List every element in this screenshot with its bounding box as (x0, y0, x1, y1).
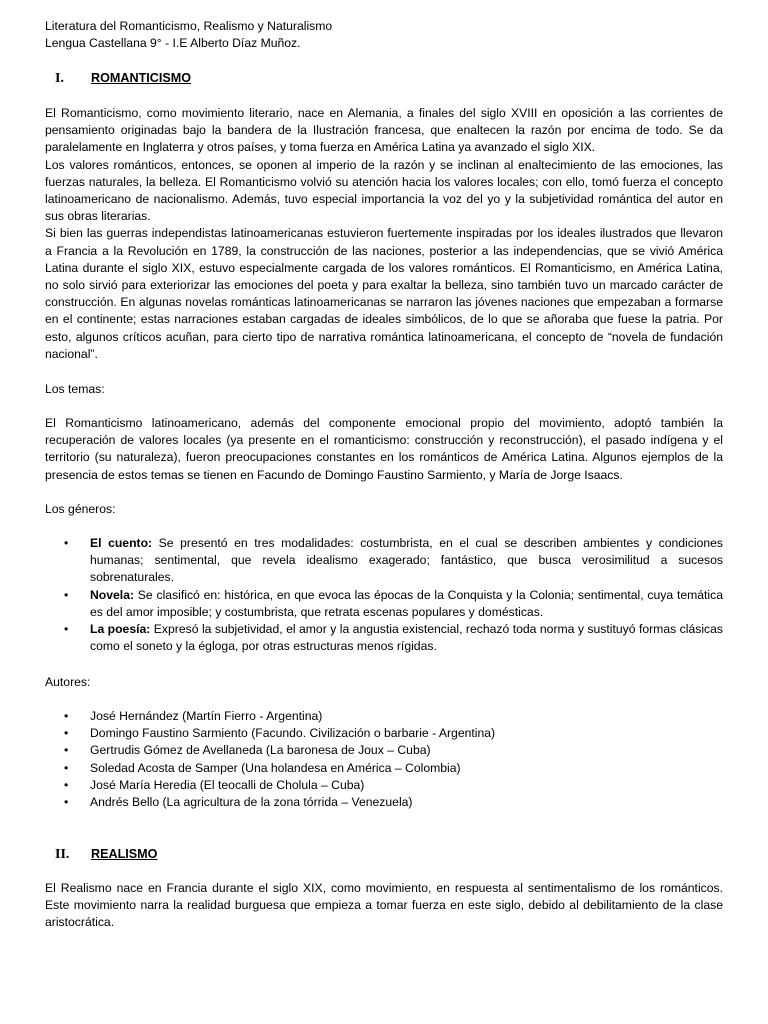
autores-heading: Autores: (45, 675, 91, 689)
paragraph: El Romanticismo latinoamericano, además del componente emocional propio del movimiento, adoptó también la recuperación de valores locales (ya presente en el romanticismo: construcción y reconstrucción), el pasado indígena y el territorio (su naturaleza), fueron preocupaciones constantes en los románticos de América Latina. Algunos ejemplos de la presencia de estos temas se tienen en Facundo de Domingo Faustino Sarmiento, y María de Jorge Isaacs. (45, 416, 723, 482)
genre-description: Se presentó en tres modalidades: costumbrista, en el cual se describen ambientes y condiciones humanas; sentimental, que revela idealismo exagerado; fantástico, que busca verosimilitud a sucesos sobrenaturales. (90, 536, 723, 585)
bullet-icon: • (64, 726, 69, 741)
bullet-icon: • (64, 795, 69, 810)
header-school-line: Lengua Castellana 9° - I.E Alberto Díaz Muñoz. (45, 36, 301, 51)
genre-term: La poesía: (90, 622, 151, 637)
genre-description: Se clasificó en: histórica, en que evoca las épocas de la Conquista y la Colonia; sentimental, cuya temática es del amor imposible; y costumbrista, que retrata escenas populares y domésticas. (90, 587, 723, 619)
author-entry: Domingo Faustino Sarmiento (Facundo. Civilización o barbarie - Argentina) (90, 726, 496, 741)
autores-list (45, 708, 723, 811)
header-course-title: Literatura del Romanticismo, Realismo y Naturalismo (45, 19, 333, 33)
section-number: II. (55, 847, 70, 862)
paragraph: El Romanticismo, como movimiento literario, nace en Alemania, a finales del siglo XVIII en oposición a las corrientes de pensamiento originadas bajo la bandera de la Ilustración francesa, que enaltecen la razón por encima de todo. Se da paralelamente en Inglaterra y otros países, y toma fuerza en América Latina ya avanzado el siglo XIX. (45, 106, 723, 155)
temas-paragraph (45, 415, 723, 484)
generos-heading: Los géneros: (45, 502, 116, 516)
realismo-paragraph (45, 880, 723, 932)
author-entry: Soledad Acosta de Samper (Una holandesa en América – Colombia) (90, 760, 461, 775)
list-item (45, 742, 723, 759)
generos-list (45, 535, 723, 655)
author-entry: José Hernández (Martín Fierro - Argentina) (90, 709, 323, 723)
temas-heading: Los temas: (45, 382, 105, 396)
section-title: ROMANTICISMO (91, 71, 192, 85)
bullet-icon: • (64, 743, 69, 758)
genre-term: Novela: (90, 587, 135, 602)
romanticismo-intro (45, 105, 723, 363)
paragraph: El Realismo nace en Francia durante el siglo XIX, como movimiento, en respuesta al sentimentalismo de los románticos. Este movimiento narra la realidad burguesa que empieza a tomar fuerza en este siglo, debido al debilitamiento de la clase aristocrática. (45, 881, 723, 930)
section-number: I. (55, 71, 64, 86)
genre-description: Expresó la subjetividad, el amor y la angustia existencial, rechazó toda norma y sustituyó formas clásicas como el soneto y la égloga, por otras estructuras menos rígidas. (90, 622, 723, 654)
bullet-icon: • (64, 777, 69, 792)
list-item (45, 760, 723, 777)
list-item (45, 794, 723, 811)
list-item (45, 587, 723, 621)
genre-term: El cuento: (90, 536, 153, 550)
author-entry: Gertrudis Gómez de Avellaneda (La baronesa de Joux – Cuba) (90, 743, 431, 758)
bullet-icon: • (64, 536, 69, 550)
bullet-icon: • (64, 622, 69, 637)
paragraph: Si bien las guerras independistas latinoamericanas estuvieron fuertemente inspiradas por los ideales ilustrados que llevaron a Francia a la Revolución en 1789, la construcción de las naciones, posterior a las independencias, que se vivió América Latina durante el siglo XIX, estuvo especialmente cargada de los valores románticos. El Romanticismo, en América Latina, no solo sirvió para exteriorizar las emociones del poeta y para exaltar la belleza, sino también tuvo un marcado carácter de construcción. En algunas novelas románticas latinoamericanas se narraron las jóvenes naciones que empezaban a formarse en el continente; estas narraciones estaban cargadas de ideales simbólicos, de lo que se añoraba que fuese la patria. Por esto, algunos críticos acuñan, para cierto tipo de narrativa romántica latinoamericana, el concepto de “novela de fundación nacional”. (45, 226, 723, 361)
list-item (45, 725, 723, 742)
author-entry: José María Heredia (El teocalli de Cholula – Cuba) (90, 777, 365, 792)
bullet-icon: • (64, 760, 69, 775)
document-header (45, 18, 735, 52)
author-entry: Andrés Bello (La agricultura de la zona tórrida – Venezuela) (90, 795, 413, 810)
list-item (45, 621, 723, 655)
list-item (45, 535, 723, 587)
bullet-icon: • (64, 587, 69, 602)
section-heading-realismo (55, 846, 157, 863)
list-item (45, 708, 723, 725)
list-item (45, 777, 723, 794)
bullet-icon: • (64, 709, 69, 723)
section-heading-romanticismo (55, 70, 191, 87)
section-title: REALISMO (91, 847, 158, 861)
paragraph: Los valores románticos, entonces, se oponen al imperio de la razón y se inclinan al enaltecimiento de las emociones, las fuerzas naturales, la belleza. El Romanticismo volvió su atención hacia los valores locales; con ello, tomó fuerza el concepto latinoamericano de nacionalismo. Además, tuvo especial importancia la voz del yo y la subjetividad romántica del autor en sus obras literarias. (45, 157, 723, 224)
